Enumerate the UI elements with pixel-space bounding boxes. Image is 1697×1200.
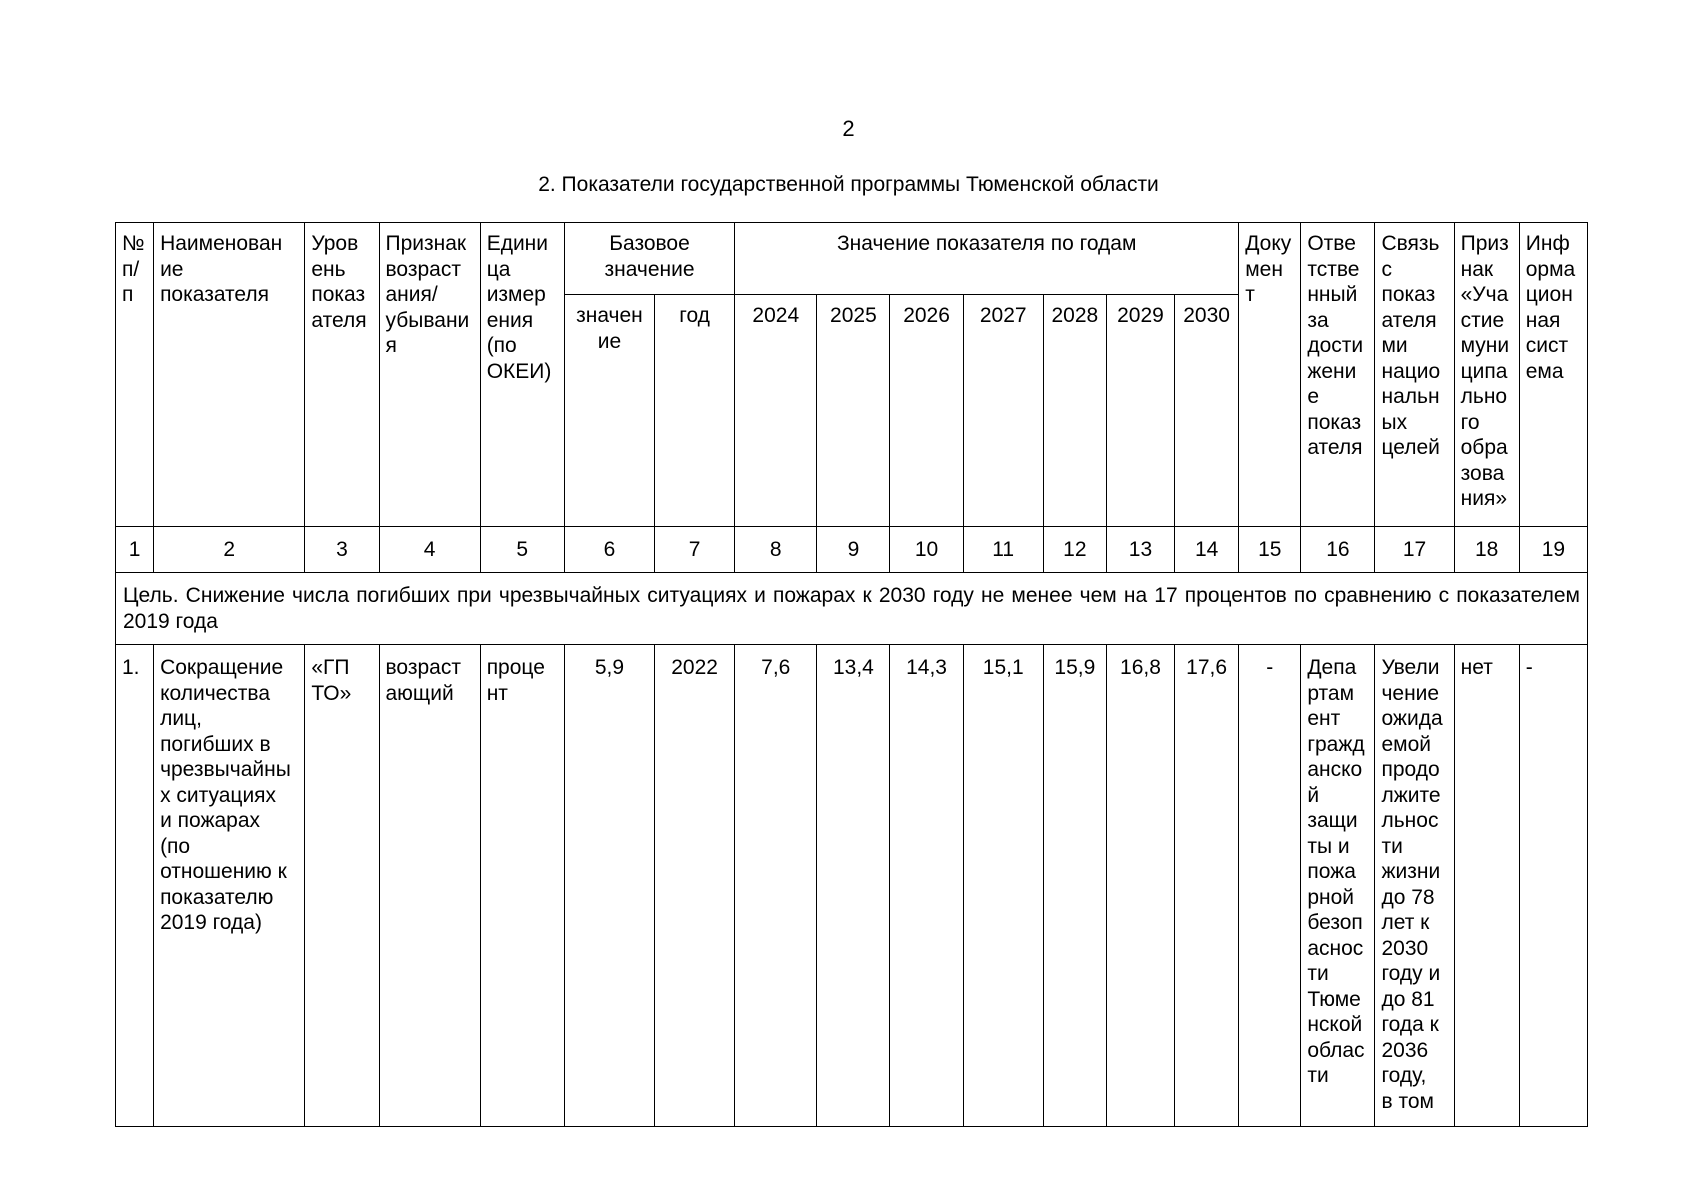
row-base-year: 2022	[655, 645, 735, 1127]
row-value-2029: 16,8	[1106, 645, 1174, 1127]
goal-row	[116, 573, 1588, 645]
column-number: 14	[1175, 527, 1239, 573]
row-doc: -	[1239, 645, 1301, 1127]
column-number: 10	[890, 527, 963, 573]
column-numbers-row	[116, 527, 1588, 573]
header-municipal: Приз нак «Уча стие муни ципа льно го обра зова ния»	[1454, 223, 1519, 527]
header-year-2030: 2030	[1175, 295, 1239, 527]
goal-text: Цель. Снижение числа погибших при чрезвычайных ситуациях и пожарах к 2030 году не менее чем на 17 процентов по сравнению с показателем 2019 года	[116, 573, 1588, 645]
row-value-2025: 13,4	[817, 645, 890, 1127]
column-number: 9	[817, 527, 890, 573]
column-number: 8	[735, 527, 817, 573]
header-year-2025: 2025	[817, 295, 890, 527]
column-number: 15	[1239, 527, 1301, 573]
column-number: 19	[1519, 527, 1587, 573]
header-base-year: год	[655, 295, 735, 527]
column-number: 5	[480, 527, 564, 573]
header-level: Уров ень показ ателя	[305, 223, 379, 527]
header-doc: Доку мен т	[1239, 223, 1301, 527]
column-number: 1	[116, 527, 154, 573]
column-number: 17	[1375, 527, 1454, 573]
column-number: 7	[655, 527, 735, 573]
header-unit: Едини ца измер ения (по ОКЕИ)	[480, 223, 564, 527]
header-year-2027: 2027	[963, 295, 1043, 527]
column-number: 2	[154, 527, 305, 573]
header-responsible: Отве тстве нный за дости жени е показ ателя	[1301, 223, 1375, 527]
column-number: 3	[305, 527, 379, 573]
row-sign: возраст ающий	[379, 645, 480, 1127]
row-level: «ГП ТО»	[305, 645, 379, 1127]
header-base-value: значен ие	[564, 295, 654, 527]
row-responsible: Депа ртам ент гражд анско й защи ты и пожа рной безоп аснос ти Тюме нской облас ти	[1301, 645, 1375, 1127]
header-year-2028: 2028	[1043, 295, 1106, 527]
table-row	[116, 645, 1588, 1127]
header-num: № п/ п	[116, 223, 154, 527]
row-unit: проце нт	[480, 645, 564, 1127]
header-info-system: Инф орма цион ная сист ема	[1519, 223, 1587, 527]
row-value-2027: 15,1	[963, 645, 1043, 1127]
column-number: 13	[1106, 527, 1174, 573]
row-base-value: 5,9	[564, 645, 654, 1127]
header-year-2024: 2024	[735, 295, 817, 527]
row-value-2026: 14,3	[890, 645, 963, 1127]
row-value-2024: 7,6	[735, 645, 817, 1127]
header-link: Связь с показ ателя ми нацио нальн ых целей	[1375, 223, 1454, 527]
column-number: 18	[1454, 527, 1519, 573]
section-title: 2. Показатели государственной программы Тюменской области	[538, 173, 1159, 196]
header-row-1	[116, 223, 1588, 295]
row-value-2030: 17,6	[1175, 645, 1239, 1127]
header-name: Наименован ие показателя	[154, 223, 305, 527]
column-number: 12	[1043, 527, 1106, 573]
row-info-system: -	[1519, 645, 1587, 1127]
row-num: 1.	[116, 645, 154, 1127]
header-base: Базовое значение	[564, 223, 734, 295]
row-link: Увели чение ожида емой продо лжите льнос ти жизни до 78 лет к 2030 году и до 81 года к 2036 году, в том	[1375, 645, 1454, 1127]
header-values-by-year: Значение показателя по годам	[735, 223, 1239, 295]
row-value-2028: 15,9	[1043, 645, 1106, 1127]
header-year-2026: 2026	[890, 295, 963, 527]
header-year-2029: 2029	[1106, 295, 1174, 527]
column-number: 4	[379, 527, 480, 573]
header-sign: Признак возраст ания/ убывани я	[379, 223, 480, 527]
column-number: 6	[564, 527, 654, 573]
column-number: 16	[1301, 527, 1375, 573]
indicators-table	[115, 222, 1588, 1127]
row-municipal: нет	[1454, 645, 1519, 1127]
page-number: 2	[842, 116, 855, 141]
row-name: Сокращение количества лиц, погибших в чрезвычайны х ситуациях и пожарах (по отношению к показателю 2019 года)	[154, 645, 305, 1127]
column-number: 11	[963, 527, 1043, 573]
